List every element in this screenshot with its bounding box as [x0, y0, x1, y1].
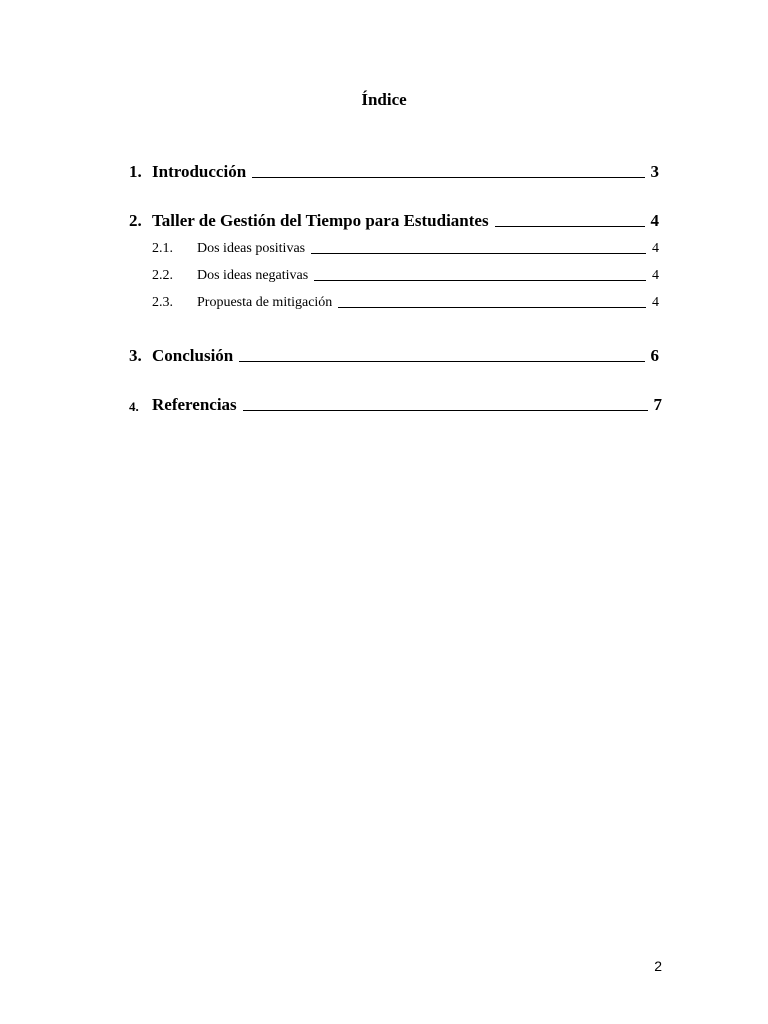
toc-entry-label: Propuesta de mitigación [197, 295, 333, 310]
toc-leader-line [243, 410, 648, 411]
toc-entry-page: 4 [650, 211, 659, 230]
toc-entry-number: 2.3. [152, 295, 173, 310]
toc-subentry-ideas-positivas[interactable] [152, 241, 659, 257]
toc-entry-label: Introducción [152, 162, 247, 181]
toc-leader-line [495, 226, 645, 227]
toc-entry-introduccion[interactable] [129, 162, 659, 182]
toc-leader-line [338, 307, 646, 308]
toc-subentry-ideas-negativas[interactable] [152, 268, 659, 284]
page-title: Índice [361, 90, 407, 109]
toc-entry-number: 3. [129, 346, 142, 365]
toc-entry-taller[interactable] [129, 211, 659, 231]
toc-entry-label: Dos ideas positivas [197, 241, 306, 256]
toc-entry-label: Referencias [152, 395, 237, 414]
toc-entry-page: 7 [653, 395, 662, 414]
toc-leader-line [252, 177, 644, 178]
toc-entry-number: 2.2. [152, 268, 173, 283]
toc-entry-label: Dos ideas negativas [197, 268, 309, 283]
toc-entry-number: 4. [129, 399, 139, 414]
toc-entry-number: 2.1. [152, 241, 173, 256]
toc-entry-page: 4 [652, 295, 659, 310]
toc-entry-page: 4 [652, 241, 659, 256]
toc-leader-line [239, 361, 644, 362]
toc-subentry-propuesta-mitigacion[interactable] [152, 295, 659, 311]
page-number: 2 [654, 958, 662, 974]
toc-entry-label: Taller de Gestión del Tiempo para Estudiantes [152, 211, 489, 230]
toc-leader-line [314, 280, 646, 281]
toc-entry-page: 6 [650, 346, 659, 365]
toc-entry-number: 2. [129, 211, 142, 230]
toc-entry-label: Conclusión [152, 346, 234, 365]
toc-leader-line [311, 253, 646, 254]
toc-entry-page: 4 [652, 268, 659, 283]
toc-entry-conclusion[interactable] [129, 346, 659, 366]
toc-entry-page: 3 [650, 162, 659, 181]
toc-entry-referencias[interactable] [129, 395, 662, 415]
toc-entry-number: 1. [129, 162, 142, 181]
